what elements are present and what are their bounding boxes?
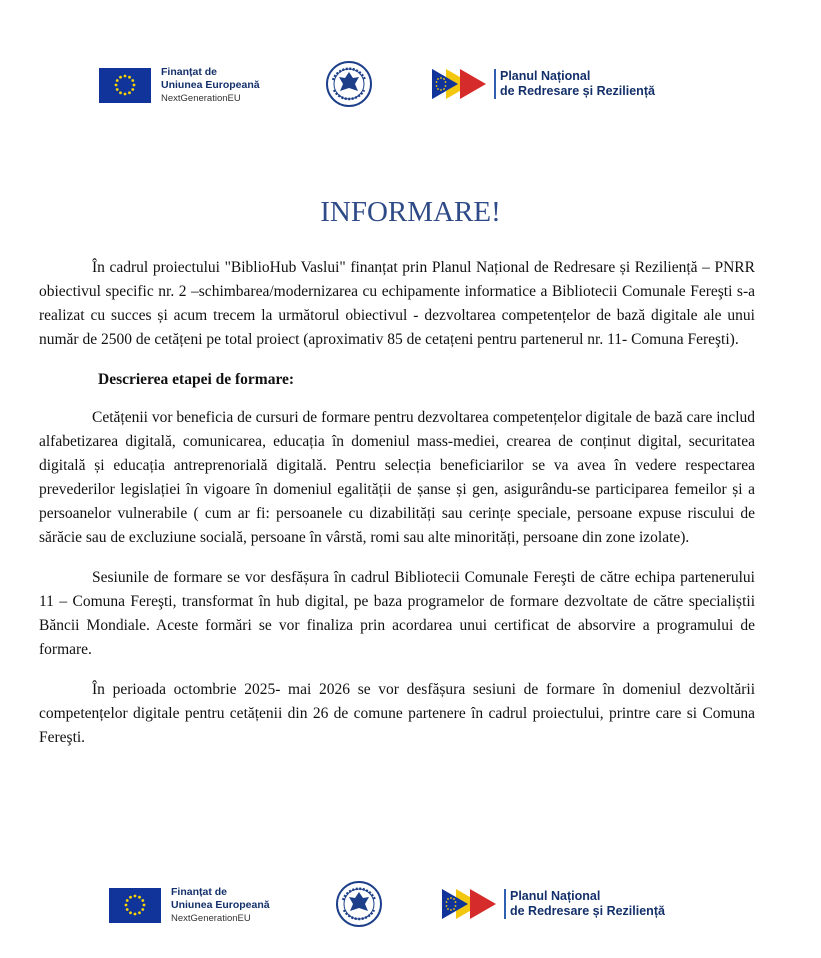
pnrr-arrows-icon [432,67,492,101]
pnrr-logo [432,67,655,101]
pnrr-text [494,69,655,99]
eu-line1-footer: Finanțat de [171,886,228,898]
header-logos [0,52,821,112]
eu-line2: Uniunea Europeană [161,79,260,91]
section-heading: Descrierea etapei de formare: [98,371,295,388]
pnrr-arrows-icon [442,887,502,921]
romanian-government-seal-icon [325,60,373,108]
paragraph-period: În perioada octombrie 2025- mai 2026 se vor desfășura sesiuni de formare în domeniul dezvoltării competențelor digitale pentru cetățenii din 26 de comune partenere în cadrul proiectului, printre care si Comuna Fereşti. [39,681,755,746]
eu-funding-text-footer [171,886,270,925]
paragraph-sessions: Sesiunile de formare se vor desfășura în cadrul Bibliotecii Comunale Fereşti de către echipa partenerului 11 – Comuna Fereşti, transformat în hub digital, pe baza programelor de formare dezvoltate de către specialiștii Băncii Mondiale. Aceste formări se vor finaliza prin acordarea unui certificat de absorvire a programului de formare. [39,569,755,658]
romanian-government-seal-icon [335,880,383,928]
pnrr-line1-footer: Planul Național [510,889,601,903]
eu-flag-icon [99,68,151,103]
document-body [39,256,755,750]
eu-flag-icon [109,888,161,923]
eu-funding-text [161,66,260,105]
pnrr-line2-footer: de Redresare și Reziliență [510,904,665,918]
eu-line3: NextGenerationEU [161,93,241,104]
eu-line1: Finanțat de [161,66,218,78]
eu-funding-logo-footer [109,886,270,925]
document-title: INFORMARE! [320,196,501,228]
paragraph-training-description: Cetățenii vor beneficia de cursuri de formare pentru dezvoltarea competențelor digitale de bază care includ alfabetizarea digitală, comunicarea, educația în domeniul mass-mediei, crearea de conținut digital, securitatea digitală și educația antreprenorială digitală. Pentru selecția beneficiarilor se va avea în vedere respectarea prevederilor legislației în vigoare în domeniul egalității de șanse și gen, asigurându-se participarea femeilor și a persoanelor vulnerabile ( cum ar fi: persoanele cu dizabilități sau cerințe speciale, persoane expuse riscului de sărăcie sau de excluziune socială, persoane în vârstă, romi sau alte minorități, persoane din zone izolate). [39,409,755,546]
pnrr-text-footer [504,889,665,919]
pnrr-logo-footer [442,887,665,921]
eu-line3-footer: NextGenerationEU [171,913,251,924]
footer-logos [0,872,821,932]
pnrr-line2: de Redresare și Reziliență [500,84,655,98]
eu-funding-logo [99,66,260,105]
eu-line2-footer: Uniunea Europeană [171,899,270,911]
pnrr-line1: Planul Național [500,69,591,83]
paragraph-intro: În cadrul proiectului "BiblioHub Vaslui" finanțat prin Planul Național de Redresare și Reziliență – PNRR obiectivul specific nr. 2 –schimbarea/modernizarea cu echipamente informatice a Bibliotecii Comunale Fereşti s-a realizat cu succes și acum trecem la următorul obiectivul - dezvoltarea competențelor de bază digitale ale unui număr de 2500 de cetățeni pe total proiect (aproximativ 85 de cetațeni pentru partenerul nr. 11- Comuna Fereşti). [39,259,755,348]
